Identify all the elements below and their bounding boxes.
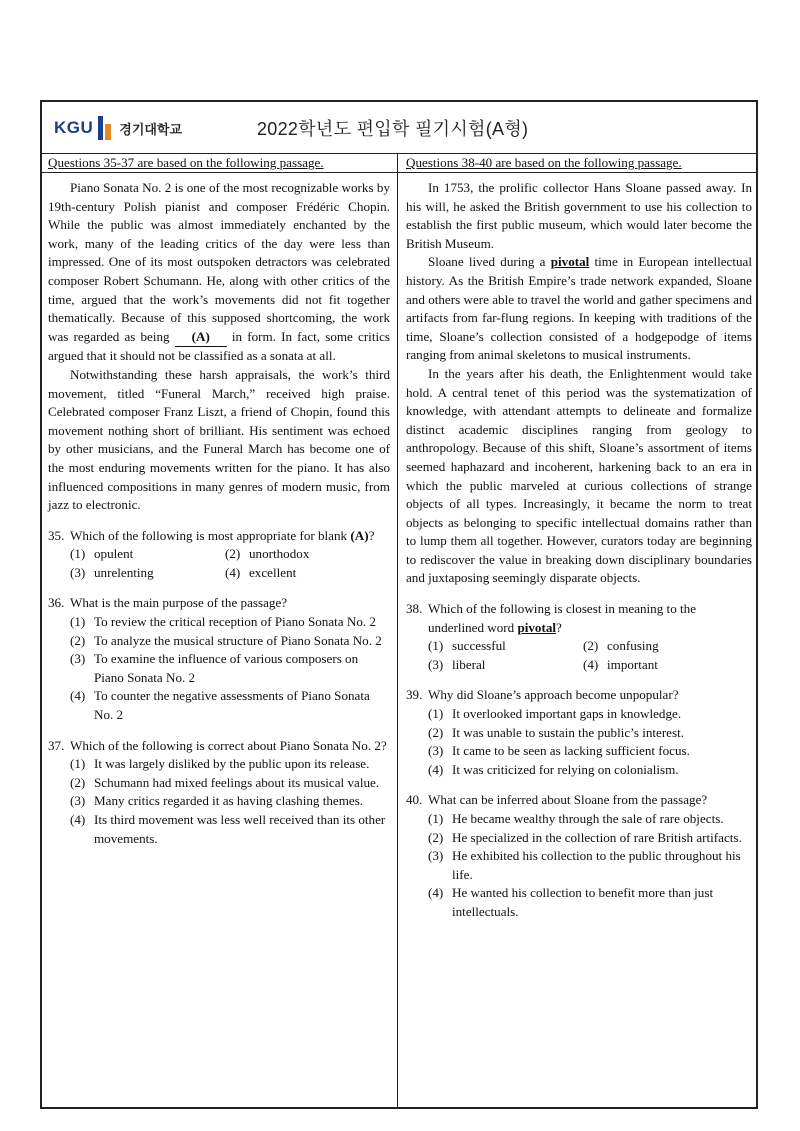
answer-option[interactable]: (4) Its third movement was less well received than its other movements.: [70, 812, 386, 846]
question-stem: 38. Which of the following is closest in meaning to the underlined word pivotal?: [406, 601, 697, 635]
answer-option[interactable]: (2) He specialized in the collection of rare British artifacts.: [428, 829, 742, 845]
question-stem: 40. What can be inferred about Sloane from the passage?: [406, 792, 708, 808]
question-35: [48, 527, 390, 583]
question-38: [406, 600, 752, 674]
passage-paragraph: In 1753, the prolific collector Hans Sloane passed away. In his will, he asked the British government to use his collection to establish the first public museum, which would later become the British Museum.: [406, 180, 752, 251]
answer-option[interactable]: (4) excellent: [225, 564, 297, 580]
university-name: 경기대학교: [119, 121, 183, 137]
answer-option[interactable]: (2) unorthodox: [225, 546, 310, 562]
passage-chopin: [48, 179, 390, 515]
answer-option[interactable]: (1) successful: [428, 638, 506, 654]
question-range-heading: Questions 38-40 are based on the following passage.: [398, 153, 758, 173]
answer-option[interactable]: (1) He became wealthy through the sale of rare objects.: [428, 811, 724, 826]
passage-paragraph: Notwithstanding these harsh appraisals, the work’s third movement, titled “Funeral March,” received high praise. Celebrated composer Franz Liszt, a friend of Chopin, found this movement nothing short of brilliant. His sentiment was echoed by other musicians, and the Funeral March has become one of the most enduring movements written for the piano. It has also influenced compositions in many genres of modern music, from jazz to electronic.: [48, 366, 390, 513]
answer-option[interactable]: (1) It overlooked important gaps in knowledge.: [428, 706, 682, 722]
right-column: [398, 153, 758, 1107]
answer-option[interactable]: (2) It was unable to sustain the public’s interest.: [428, 724, 685, 740]
exam-header: [42, 102, 756, 154]
question-stem: 37. Which of the following is correct about Piano Sonata No. 2?: [48, 737, 387, 753]
answer-option[interactable]: (3) Many critics regarded it as having clashing themes.: [70, 793, 364, 809]
answer-option[interactable]: (3) It came to be seen as lacking sufficient focus.: [428, 743, 690, 759]
answer-option[interactable]: (1) It was largely disliked by the public upon its release.: [70, 756, 370, 772]
answer-options: [70, 545, 390, 582]
answer-option[interactable]: (4) important: [583, 656, 658, 672]
question-stem: 36. What is the main purpose of the passage?: [48, 595, 288, 611]
passage-sloane: [406, 179, 752, 588]
answer-option[interactable]: (2) confusing: [583, 638, 659, 654]
answer-options: [428, 637, 752, 674]
passage-paragraph: Piano Sonata No. 2 is one of the most recognizable works by 19th-century Polish pianist and composer Frédéric Chopin. While the public was almost immediately enchanted by the work, many of the leading critics of the day were less than impressed. One of its most outspoken detractors was celebrated composer Robert Schumann. He, along with other critics of the time, argued that the work’s movements did not fit together thematically. Because of this supposed shortcoming, the work was regarded as being (A) in form. In fact, some critics argued that it should not be classified as a sonata at all.: [48, 180, 391, 364]
passage-paragraph: Sloane lived during a pivotal time in European intellectual history. As the British Empire’s trade network expanded, Sloane and others were able to travel the world and gather specimens and artifacts from far-flung regions. In keeping with traditions of the time, Sloane’s collection consisted of a hodgepodge of items ranging from animal skeletons to musical instruments.: [406, 254, 752, 363]
question-stem: 35. Which of the following is most appropriate for blank (A)?: [48, 527, 375, 543]
logo-text: KGU: [54, 118, 94, 137]
answer-option[interactable]: (3) He exhibited his collection to the public throughout his life.: [428, 848, 741, 882]
left-column: [42, 153, 398, 1107]
answer-option[interactable]: (4) It was criticized for relying on colonialism.: [428, 761, 679, 777]
question-stem: 39. Why did Sloane’s approach become unpopular?: [406, 687, 679, 703]
question-37: [48, 737, 390, 849]
answer-option[interactable]: (4) He wanted his collection to benefit more than just intellectuals.: [428, 885, 714, 919]
exam-page-frame: [40, 100, 758, 1109]
blank-a: (A): [175, 328, 227, 348]
answer-option[interactable]: (1) To review the critical reception of Piano Sonata No. 2: [70, 614, 376, 630]
answer-option[interactable]: (3) To examine the influence of various composers on Piano Sonata No. 2: [70, 651, 359, 685]
answer-option[interactable]: (3) liberal: [428, 656, 486, 672]
logo-mark-icon: [96, 116, 114, 140]
answer-option[interactable]: (2) Schumann had mixed feelings about its musical value.: [70, 774, 380, 790]
question-39: [406, 686, 752, 779]
question-36: [48, 594, 390, 724]
university-logo: [54, 114, 182, 142]
question-40: [406, 791, 752, 921]
answer-option[interactable]: (2) To analyze the musical structure of Piano Sonata No. 2: [70, 632, 382, 648]
exam-title: 2022학년도 편입학 필기시험(A형): [257, 119, 529, 139]
answer-option[interactable]: (3) unrelenting: [70, 564, 154, 580]
answer-option[interactable]: (1) opulent: [70, 546, 134, 562]
question-range-heading: Questions 35-37 are based on the following passage.: [42, 153, 397, 173]
answer-option[interactable]: (4) To counter the negative assessments of Piano Sonata No. 2: [70, 688, 370, 723]
passage-paragraph: In the years after his death, the Enlightenment would take hold. A central tenet of this period was the systematization of knowledge, with attendant attempts to delineate and formalize distinct academic disciplines ranging from geology to anthropology. Because of this shift, Sloane’s assortment of items seemed haphazard and incoherent, harkening back to an era in which the public marveled at curious collections of strange objects of all types. Increasingly, it became the norm to treat objects as belonging to specific intellectual domains rather than to lump them all together. However, curators today are beginning to rediscover the value in breaking down disciplinary boundaries and juxtaposing seemingly disparate objects.: [406, 365, 752, 586]
underlined-word: pivotal: [550, 254, 590, 270]
